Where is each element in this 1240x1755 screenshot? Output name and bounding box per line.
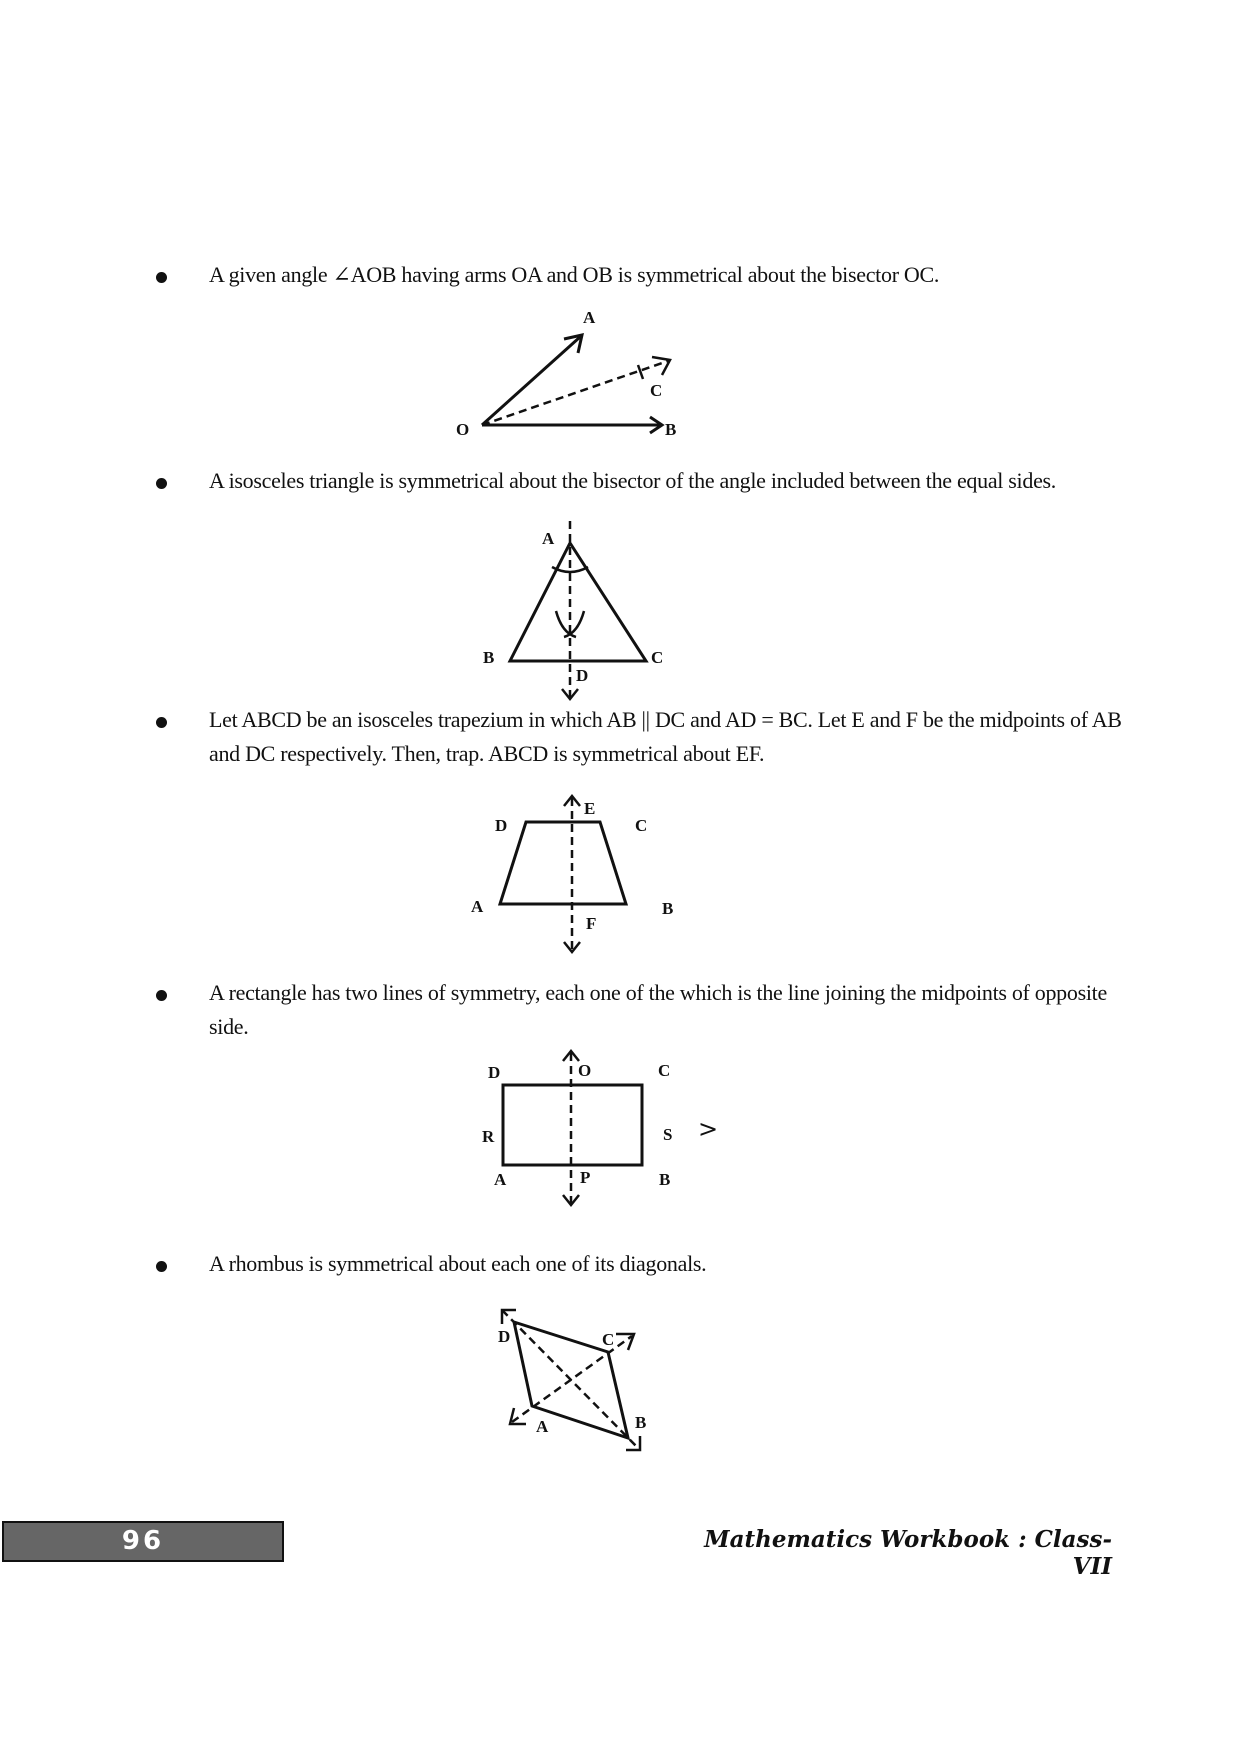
label-o: O (578, 1061, 592, 1080)
label-d: D (488, 1063, 501, 1082)
label-b: B (659, 1170, 671, 1189)
label-c: C (650, 381, 663, 400)
triangle-abc (510, 543, 646, 661)
bullet-dot (156, 990, 167, 1001)
label-p: P (580, 1168, 591, 1187)
label-d: D (576, 666, 589, 685)
bullet-dot (156, 478, 167, 489)
isosceles-trapezium-figure (465, 790, 695, 960)
isosceles-triangle-figure (470, 515, 690, 705)
bullet-text: A given angle ∠AOB having arms OA and OB is symmetrical about the bisector OC. (209, 262, 940, 287)
label-b: B (483, 648, 495, 667)
tick-mark (638, 365, 643, 379)
label-a: A (583, 308, 596, 327)
rectangle-figure (470, 1045, 720, 1215)
label-d: D (498, 1327, 511, 1346)
label-a: A (542, 529, 555, 548)
rhombus-figure (480, 1300, 680, 1470)
bullet-item-5 (150, 1247, 1150, 1281)
label-a: A (471, 897, 484, 916)
label-c: C (635, 816, 648, 835)
label-s: S (663, 1125, 673, 1144)
rectangle-abcd (503, 1085, 642, 1165)
bullet-item-4 (150, 976, 1150, 1044)
label-r: R (482, 1127, 495, 1146)
label-e: E (584, 799, 596, 818)
page-number: 96 (2, 1521, 284, 1562)
bullet-item-3 (150, 703, 1150, 771)
label-d: D (495, 816, 508, 835)
label-c: C (602, 1330, 615, 1349)
label-b: B (635, 1413, 647, 1432)
bullet-dot (156, 717, 167, 728)
label-a: A (494, 1170, 507, 1189)
bullet-dot (156, 272, 167, 283)
label-a: A (536, 1417, 549, 1436)
bullet-text: A isosceles triangle is symmetrical about the bisector of the angle included between the equal sides. (209, 468, 1056, 493)
label-c: C (658, 1061, 671, 1080)
bullet-dot (156, 1261, 167, 1272)
bullet-item-2 (150, 464, 1150, 498)
label-b: B (662, 899, 674, 918)
arm-oa (482, 337, 580, 425)
trapezium-abcd (500, 822, 626, 904)
label-b: B (665, 420, 677, 439)
angle-bisector-figure (440, 305, 700, 445)
bullet-item-1 (150, 258, 1150, 292)
bullet-text: Let ABCD be an isosceles trapezium in which AB || DC and AD = BC. Let E and F be the midpoints of AB and DC respectively. Then, trap. ABCD is symmetrical about EF. (209, 707, 1122, 766)
label-o: O (456, 420, 470, 439)
bullet-text: A rectangle has two lines of symmetry, each one of the which is the line joining the midpoints of opposite side. (209, 980, 1107, 1039)
label-f: F (586, 914, 597, 933)
book-title: Mathematics Workbook : Class-VII (704, 1526, 1112, 1580)
stray-chevron: > (698, 1115, 719, 1143)
bullet-text: A rhombus is symmetrical about each one of its diagonals. (209, 1251, 707, 1276)
label-c: C (651, 648, 664, 667)
